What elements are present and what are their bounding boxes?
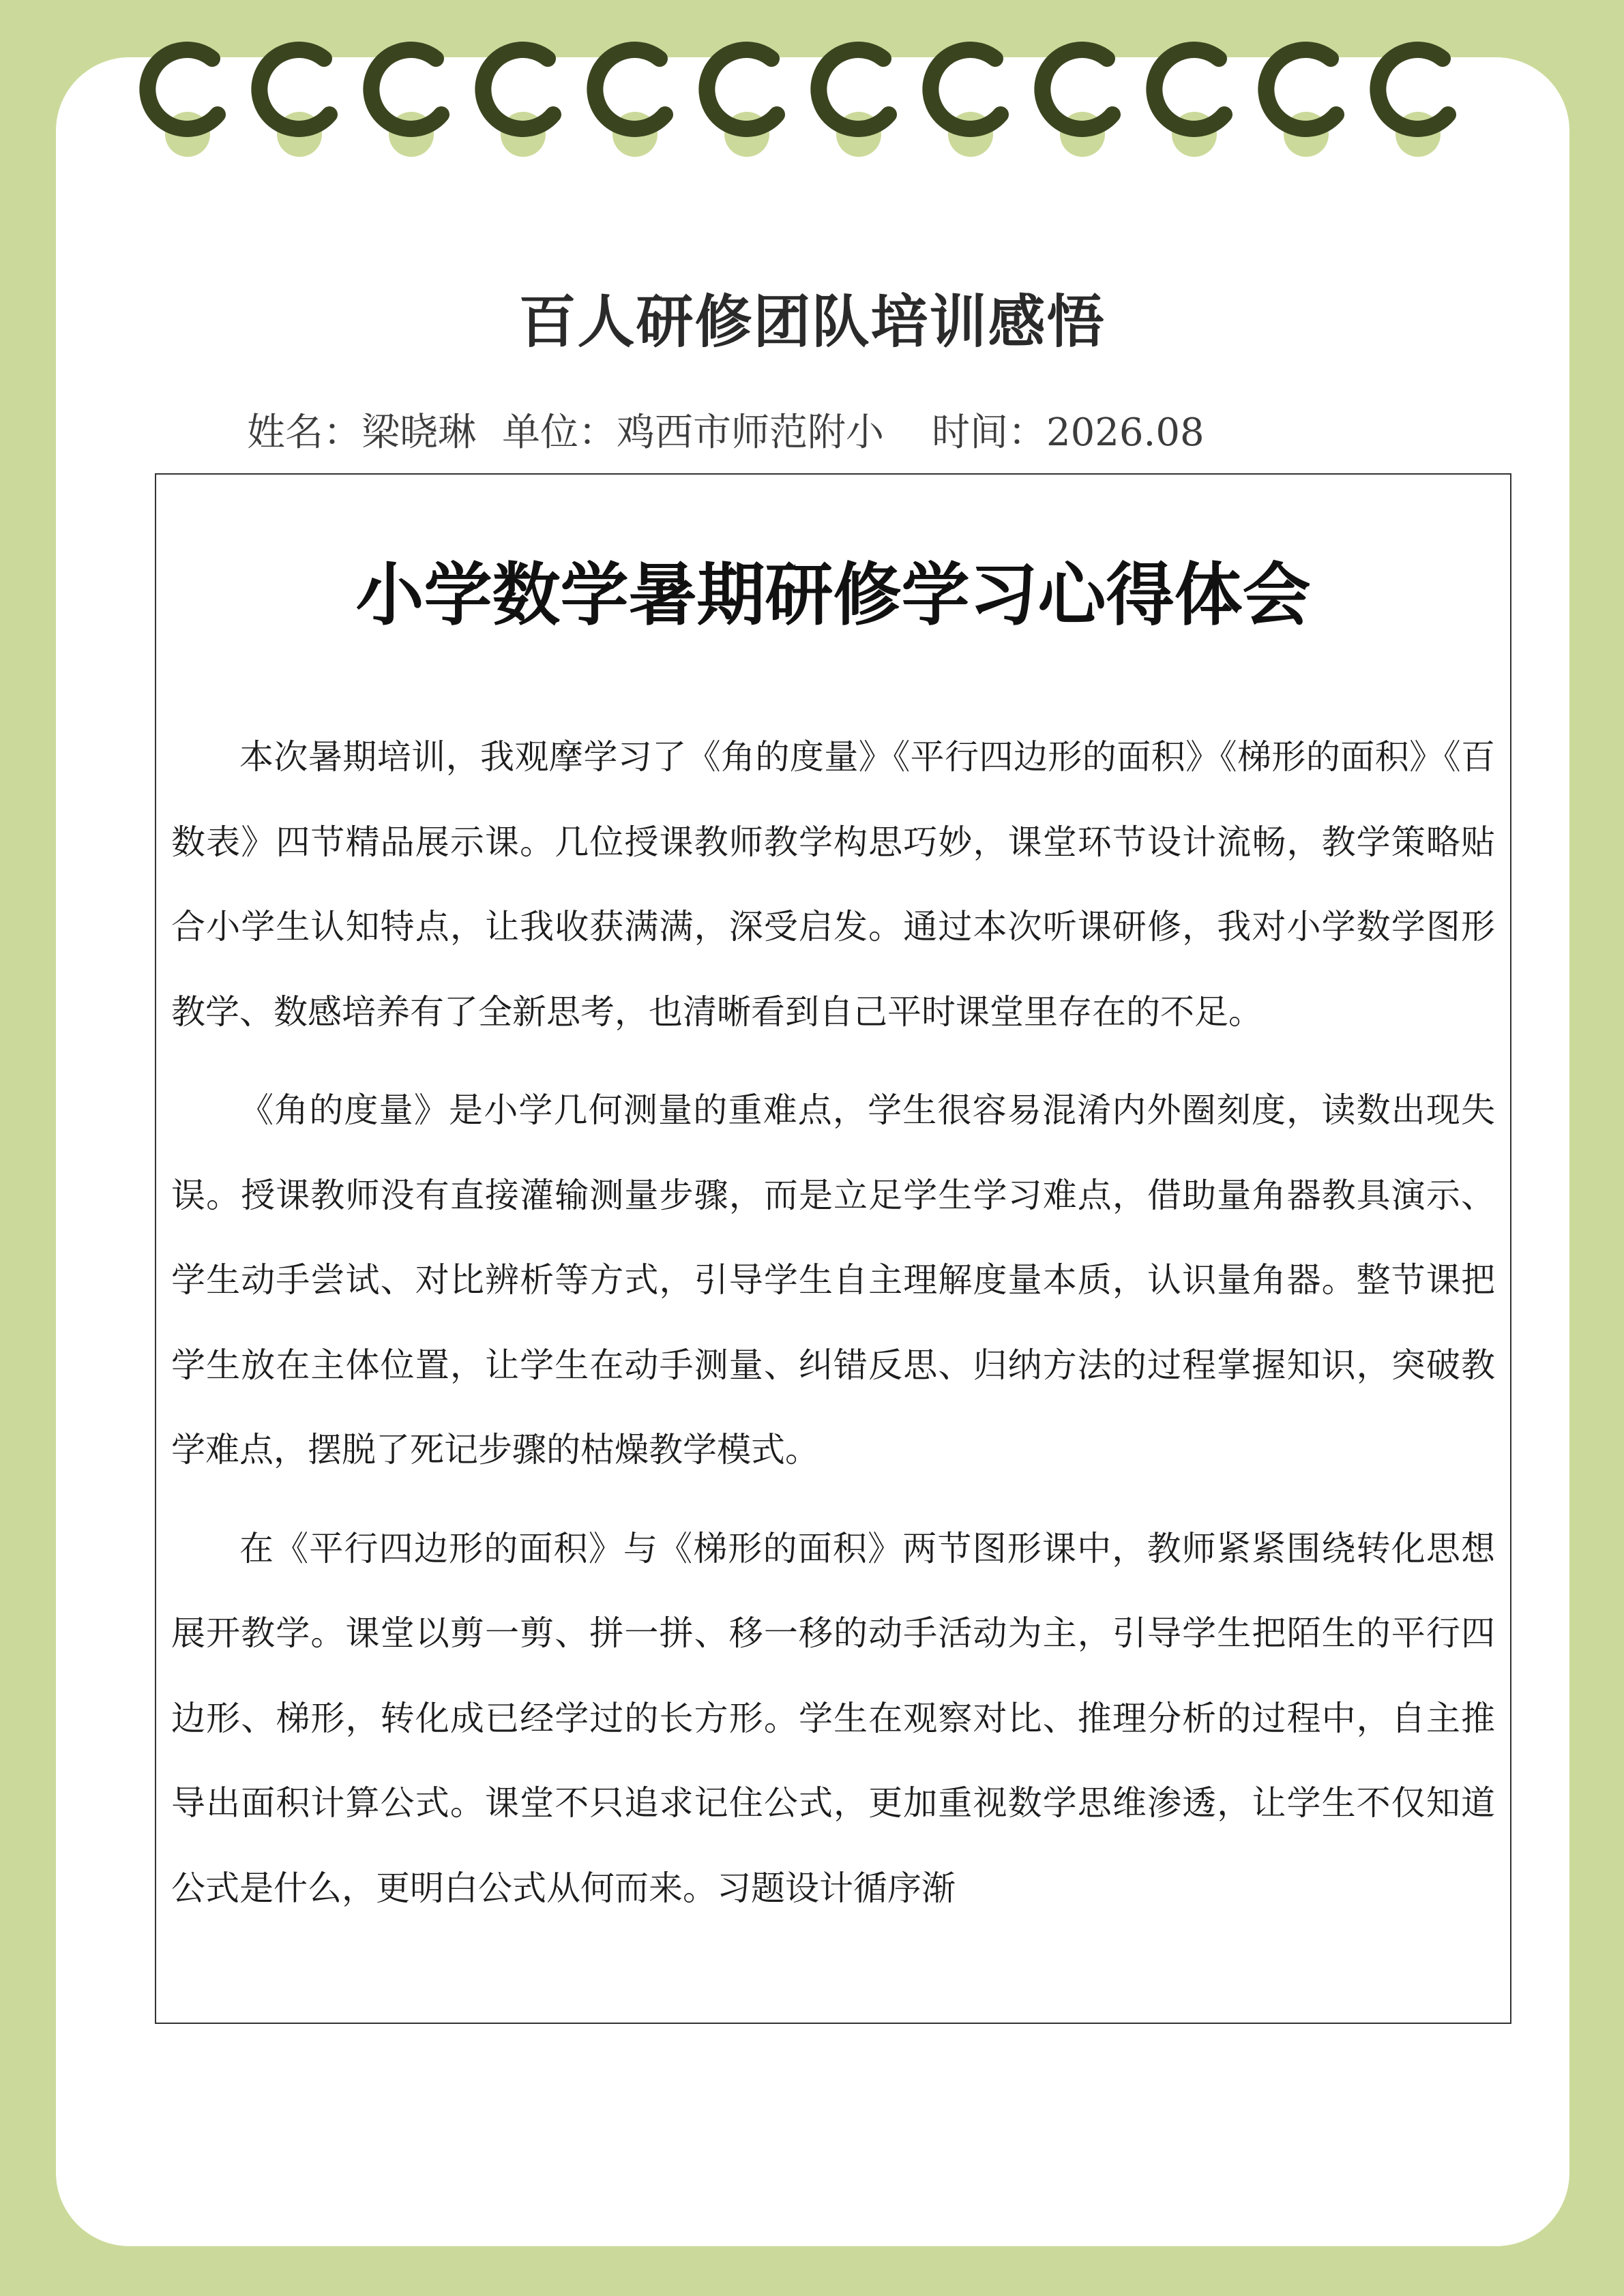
date-label: 时间：2026.08 (932, 411, 1205, 455)
author-unit: 单位：鸡西市师范附小 (502, 411, 884, 455)
essay-paragraph: 在《平行四边形的面积》与《梯形的面积》两节图形课中，教师紧紧围绕转化思想展开教学。课堂以剪一剪、拼一拼、移一移的动手活动为主，引导学生把陌生的平行四边形、梯形，转化成已经学过的长方形。学生在观察对比、推理分析的过程中，自主推导出面积计算公式。课堂不只追求记住公式，更加重视数学思维渗透，让学生不仅知道公式是什么，更明白公式从何而来。习题设计循序渐 (171, 1528, 1495, 1908)
essay-frame (155, 473, 1511, 2024)
essay-body (156, 715, 1510, 1930)
author-name: 姓名：梁晓琳 (247, 411, 476, 455)
essay-paragraph: 《角的度量》是小学几何测量的重难点，学生很容易混淆内外圈刻度，读数出现失误。授课教师没有直接灌输测量步骤，而是立足学生学习难点，借助量角器教具演示、学生动手尝试、对比辨析等方式，引导学生自主理解度量本质，认识量角器。整节课把学生放在主体位置，让学生在动手测量、纠错反思、归纳方法的过程掌握知识，突破教学难点，摆脱了死记步骤的枯燥教学模式。 (171, 1090, 1495, 1470)
essay-title: 小学数学暑期研修学习心得体会 (355, 554, 1311, 635)
spiral-binding (0, 0, 1624, 164)
essay-paragraph: 本次暑期培训，我观摩学习了《角的度量》《平行四边形的面积》《梯形的面积》《百数表》四节精品展示课。几位授课教师教学构思巧妙，课堂环节设计流畅，教学策略贴合小学生认知特点，让我收获满满，深受启发。通过本次听课研修，我对小学数学图形教学、数感培养有了全新思考，也清晰看到自己平时课堂里存在的不足。 (171, 737, 1495, 1032)
page-title: 百人研修团队培训感悟 (518, 288, 1106, 355)
author-info (247, 402, 1205, 457)
